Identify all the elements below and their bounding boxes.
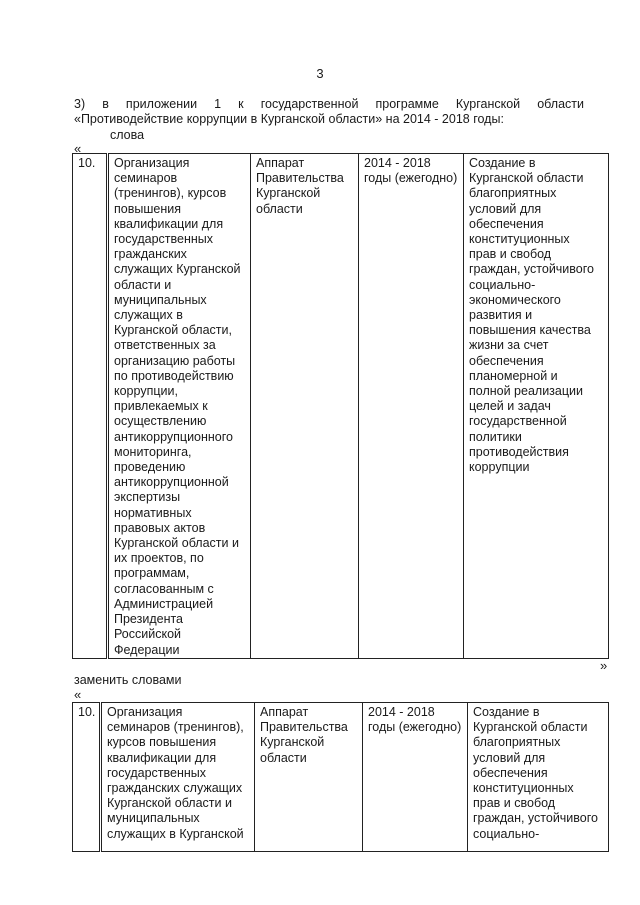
cell-text-line: области [256, 201, 303, 216]
cell-text-line: конституционных [469, 232, 570, 247]
cell-text-line: противодействия [469, 444, 569, 459]
cell-text-line: Создание в [473, 705, 540, 719]
cell-text-line: обеспечения [469, 353, 544, 368]
cell-text-line: Курганской [260, 735, 325, 750]
cell-text-line: семинаров (тренингов), [107, 720, 244, 735]
cell-text-line: 2014 - 2018 [364, 156, 431, 170]
cell-text-line: Организация [107, 705, 183, 719]
cell-text-line: организацию работы [114, 353, 236, 368]
cell-text-line: граждан, устойчивого [473, 811, 598, 826]
cell-text-line: служащих в Курганской [107, 826, 244, 841]
cell-text-line: антикоррупционного [114, 429, 233, 444]
cell-text-line: Курганской области [469, 171, 584, 186]
cell-text-line: коррупции [469, 460, 530, 475]
cell-text-line: планомерной и [469, 368, 558, 383]
cell-text-line: Курганской [256, 186, 321, 201]
cell-text-line: муниципальных [114, 292, 207, 307]
cell-text-line: семинаров [114, 171, 178, 186]
cell-text-line: Аппарат [256, 156, 305, 170]
cell-text-line: Правительства [260, 720, 348, 735]
cell-text-line: осуществлению [114, 414, 207, 429]
cell-text-line: 2014 - 2018 [368, 705, 435, 719]
cell-text-line: государственных [107, 765, 206, 780]
cell-text-line: (тренингов), курсов [114, 186, 227, 201]
intro-line-1: 3) в приложении 1 к государственной программе Курганской области [74, 97, 584, 111]
cell-text-line: политики [469, 429, 522, 444]
executor-cell [255, 703, 363, 852]
table-row [73, 703, 609, 852]
cell-text-line: Курганской области и [114, 536, 239, 551]
cell-text-line: экспертизы [114, 490, 181, 505]
cell-text-line: обеспечения [469, 216, 544, 231]
cell-text-line: программам, [114, 566, 190, 581]
open-quote-1: « [74, 141, 82, 156]
cell-text-line: гражданских служащих [107, 781, 243, 796]
cell-text-line: служащих в [114, 308, 183, 323]
cell-text-line: ответственных за [114, 338, 216, 353]
cell-text-line: мониторинга, [114, 444, 192, 459]
cell-text-line: граждан, устойчивого [469, 262, 594, 277]
page-number: 3 [316, 66, 324, 81]
row-number: 10. [73, 154, 108, 659]
term-cell [363, 703, 468, 852]
cell-text-line: благоприятных [469, 186, 557, 201]
cell-text-line: Создание в [469, 156, 536, 170]
cell-text-line: Курганской области [473, 720, 588, 735]
executor-cell [251, 154, 359, 659]
cell-text-line: нормативных [114, 505, 192, 520]
cell-text-line: служащих Курганской [114, 262, 241, 277]
table-after [72, 702, 609, 852]
result-cell [468, 703, 609, 852]
cell-text-line: Администрацией [114, 596, 214, 611]
result-cell [464, 154, 609, 659]
cell-text-line: Федерации [114, 642, 180, 657]
cell-text-line: области и [114, 277, 172, 292]
cell-text-line: области [260, 750, 307, 765]
cell-text-line: годы (ежегодно) [368, 720, 462, 735]
cell-text-line: целей и задач [469, 399, 551, 414]
table-before [72, 153, 609, 659]
cell-text-line: правовых актов [114, 520, 206, 535]
cell-text-line: квалификации для [107, 750, 217, 765]
cell-text-line: обеспечения [473, 765, 548, 780]
cell-text-line: развития и [469, 308, 533, 323]
cell-text-line: проведению [114, 460, 186, 475]
cell-text-line: муниципальных [107, 811, 200, 826]
words-label: слова [110, 128, 145, 142]
row-number: 10. [73, 703, 101, 852]
cell-text-line: согласованным с [114, 581, 214, 596]
term-cell [359, 154, 464, 659]
intro-line-2: «Противодействие коррупции в Курганской области» на 2014 - 2018 годы: [74, 112, 504, 126]
cell-text-line: Организация [114, 156, 190, 170]
cell-text-line: прав и свобод [469, 247, 552, 262]
cell-text-line: повышения качества [469, 323, 591, 338]
cell-text-line: прав и свобод [473, 796, 556, 811]
cell-text-line: квалификации для [114, 216, 224, 231]
cell-text-line: жизни за счет [469, 338, 549, 353]
cell-text-line: привлекаемых к [114, 399, 208, 414]
cell-text-line: государственной [469, 414, 567, 429]
cell-text-line: Аппарат [260, 705, 309, 719]
cell-text-line: условий для [473, 750, 546, 765]
activity-cell [108, 154, 251, 659]
cell-text-line: по противодействию [114, 368, 234, 383]
cell-text-line: коррупции, [114, 384, 178, 399]
cell-text-line: Курганской области и [107, 796, 232, 811]
open-quote-2: « [74, 687, 82, 702]
cell-text-line: полной реализации [469, 384, 583, 399]
cell-text-line: государственных [114, 232, 213, 247]
table-row [73, 154, 609, 659]
cell-text-line: экономического [469, 292, 561, 307]
cell-text-line: социально- [469, 277, 536, 292]
cell-text-line: годы (ежегодно) [364, 171, 458, 186]
cell-text-line: конституционных [473, 781, 574, 796]
cell-text-line: Курганской области, [114, 323, 232, 338]
cell-text-line: гражданских [114, 247, 187, 262]
cell-text-line: условий для [469, 201, 542, 216]
cell-text-line: Правительства [256, 171, 344, 186]
cell-text-line: антикоррупционной [114, 475, 229, 490]
cell-text-line: социально- [473, 826, 540, 841]
close-quote-1: » [600, 658, 608, 673]
cell-text-line: Российской [114, 627, 181, 642]
cell-text-line: их проектов, по [114, 551, 204, 566]
cell-text-line: благоприятных [473, 735, 561, 750]
activity-cell [101, 703, 255, 852]
cell-text-line: Президента [114, 612, 184, 627]
replace-label: заменить словами [74, 673, 182, 687]
cell-text-line: курсов повышения [107, 735, 217, 750]
cell-text-line: повышения [114, 201, 181, 216]
